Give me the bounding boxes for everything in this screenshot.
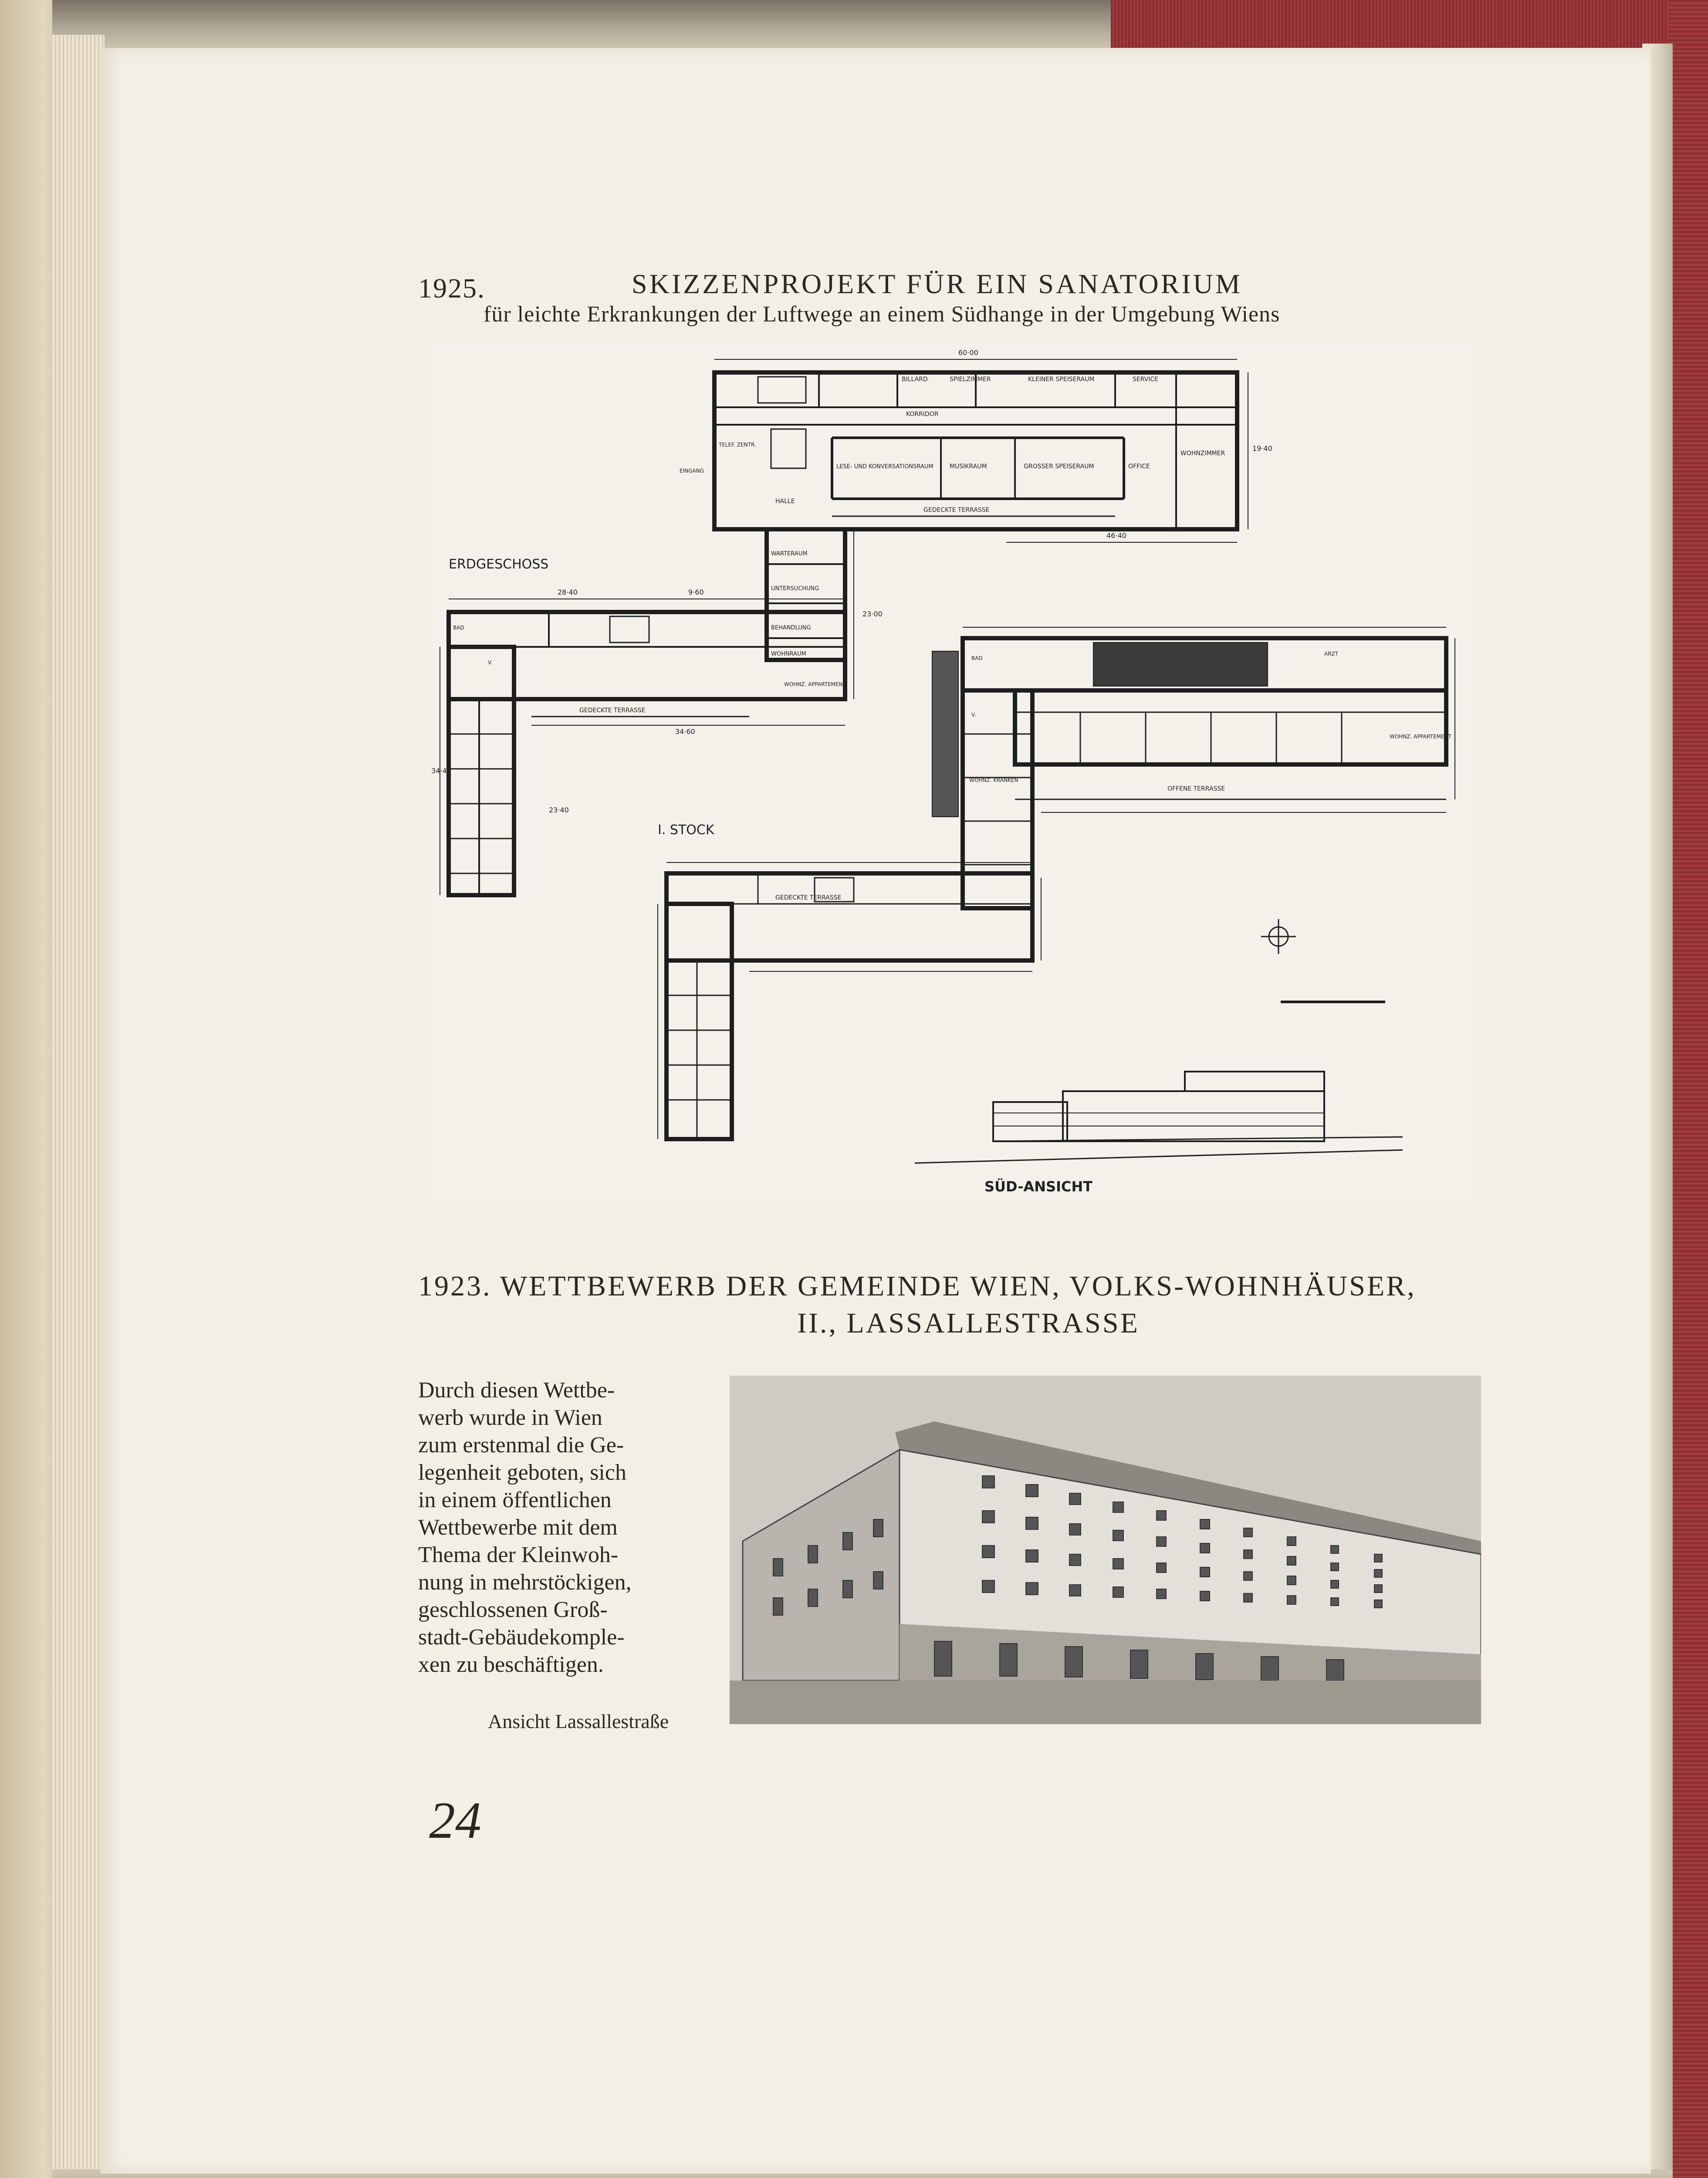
dim-wing-width: 28·40 bbox=[558, 588, 578, 596]
dim-total-width: 60·00 bbox=[958, 348, 978, 357]
room-label-21: V. bbox=[488, 659, 493, 666]
room-label-17: WOHNZ. APPARTEMENT bbox=[784, 681, 846, 687]
body-line: stadt-Gebäudekomple- bbox=[418, 1625, 625, 1650]
section1-subtitle: für leichte Erkrankungen der Luftwege an einem Südhange in der Umgebung Wiens bbox=[484, 302, 1280, 327]
room-label-4: SERVICE bbox=[1133, 376, 1159, 383]
red-cloth-binding-right bbox=[1668, 0, 1708, 2178]
room-label-1: BILLARD bbox=[902, 376, 928, 383]
section1-year: 1925. bbox=[418, 273, 485, 304]
room-label-19: EINGANG bbox=[680, 468, 704, 474]
dim-wing-depth: 46·40 bbox=[1106, 531, 1126, 540]
body-line: xen zu beschäftigen. bbox=[418, 1652, 604, 1677]
ground-floor-connector bbox=[767, 529, 845, 660]
room-label-2: SPIELZIMMER bbox=[950, 376, 991, 383]
south-elevation-drawing bbox=[915, 1072, 1403, 1163]
room-label-29: V. bbox=[971, 712, 976, 718]
room-label-11: HALLE bbox=[775, 498, 795, 505]
plan-label-first-floor: I. STOCK bbox=[658, 822, 714, 838]
dim-wing-offset: 9·60 bbox=[688, 588, 704, 596]
room-label-27: ARZT bbox=[1324, 651, 1339, 657]
page-edges bbox=[52, 35, 105, 2169]
floor-plan-plate bbox=[427, 342, 1477, 1200]
room-label-3: KLEINER SPEISERAUM bbox=[1028, 376, 1095, 383]
section2-year: 1923. bbox=[418, 1270, 492, 1302]
body-line: nung in mehrstöckigen, bbox=[418, 1570, 632, 1595]
plan-label-south-view: SÜD-ANSICHT bbox=[984, 1178, 1093, 1195]
room-label-5: KORRIDOR bbox=[906, 411, 939, 418]
room-label-10: WOHNZIMMER bbox=[1180, 450, 1225, 457]
room-label-15: BEHANDLUNG bbox=[771, 625, 811, 631]
body-line: werb wurde in Wien bbox=[418, 1405, 602, 1430]
dim-right-depth: 19·40 bbox=[1252, 444, 1272, 453]
lassallestrasse-perspective-image bbox=[730, 1376, 1481, 1724]
first-floor-lower-wing bbox=[666, 873, 1032, 960]
section1-title: SKIZZENPROJEKT FÜR EIN SANATORIUM bbox=[632, 268, 1242, 299]
room-label-8: GROSSER SPEISERAUM bbox=[1024, 463, 1094, 470]
body-line: geschlossenen Groß- bbox=[418, 1597, 608, 1622]
room-label-22: GEDECKTE TERRASSE bbox=[579, 707, 646, 714]
dim-short-depth: 23·00 bbox=[862, 610, 883, 618]
dim-side-depth: 23·40 bbox=[549, 806, 569, 814]
room-label-24: GEDECKTE TERRASSE bbox=[775, 894, 842, 901]
room-label-23: OFFENE TERRASSE bbox=[1167, 785, 1225, 792]
room-label-25: WOHNZ. APPARTEMENT bbox=[1390, 734, 1451, 740]
section2-body-text bbox=[418, 1376, 675, 1678]
body-line: Wettbewerbe mit dem bbox=[418, 1515, 618, 1540]
section2-title: WETTBEWERB DER GEMEINDE WIEN, VOLKS-WOHNHÄUSER, bbox=[500, 1270, 1416, 1302]
body-line: Durch diesen Wettbe- bbox=[418, 1378, 615, 1403]
room-label-9: OFFICE bbox=[1128, 463, 1150, 470]
plan-label-erdgeschoss: ERDGESCHOSS bbox=[449, 557, 549, 572]
ground-floor-left-leg bbox=[449, 647, 514, 895]
room-label-28: BAD bbox=[971, 655, 983, 661]
room-label-12: GEDECKTE TERRASSE bbox=[923, 507, 990, 514]
room-label-26: WOHNZ. KRANKEN bbox=[969, 777, 1018, 783]
dim-lower-width: 34·60 bbox=[675, 727, 695, 736]
body-line: in einem öffentlichen bbox=[418, 1488, 612, 1512]
room-label-16: WOHNRAUM bbox=[771, 651, 806, 657]
room-label-14: UNTERSUCHUNG bbox=[771, 585, 819, 592]
body-line: zum erstenmal die Ge- bbox=[418, 1433, 624, 1458]
room-label-6: LESE- UND KONVERSATIONSRAUM bbox=[836, 463, 933, 470]
room-label-13: WARTERAUM bbox=[771, 551, 808, 557]
room-label-7: MUSIKRAUM bbox=[950, 463, 987, 470]
section2-title-line1 bbox=[418, 1270, 1416, 1303]
floor-plan-drawing bbox=[427, 342, 1477, 1200]
room-label-20: BAD bbox=[453, 625, 464, 631]
section2-title-line2: II., LASSALLESTRASSE bbox=[797, 1307, 1140, 1339]
body-line: Thema der Kleinwoh- bbox=[418, 1542, 619, 1567]
first-floor-left-leg bbox=[666, 904, 732, 1139]
page-number: 24 bbox=[429, 1791, 481, 1849]
photo-caption: Ansicht Lassallestraße bbox=[488, 1710, 669, 1732]
room-label-18: TELEF. ZENTR. bbox=[719, 442, 756, 448]
dim-left-depth: 34·40 bbox=[431, 767, 451, 775]
body-line: legenheit geboten, sich bbox=[418, 1460, 626, 1485]
